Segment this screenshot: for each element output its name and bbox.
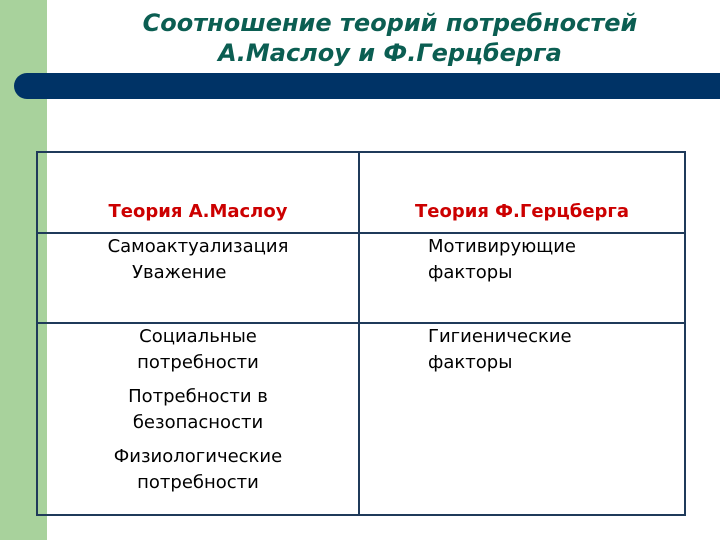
- cell-maslow-higher-needs: [37, 233, 359, 323]
- theories-comparison-table: [36, 151, 686, 516]
- table-row: [37, 233, 685, 323]
- cell-text: Гигиенические: [428, 326, 572, 347]
- header-herzberg: Теория Ф.Герцберга: [359, 152, 685, 233]
- cell-text: потребности: [137, 352, 259, 373]
- cell-maslow-basic-needs: [37, 323, 359, 515]
- cell-text: безопасности: [132, 412, 264, 433]
- table-row: [37, 323, 685, 515]
- cell-text: потребности: [137, 472, 259, 493]
- cell-text: Физиологические: [113, 446, 283, 467]
- title-underline-bar: [14, 73, 720, 99]
- cell-text: факторы: [428, 262, 513, 283]
- cell-text: Мотивирующие: [428, 236, 576, 257]
- slide-title: [60, 8, 720, 68]
- table-header-row: [37, 152, 685, 233]
- cell-text: Социальные: [139, 326, 257, 347]
- cell-text: Самоактуализация: [107, 236, 289, 257]
- cell-text: Уважение: [132, 262, 227, 283]
- title-line-2: А.Маслоу и Ф.Герцберга: [218, 39, 562, 67]
- cell-herzberg-motivators: [359, 233, 685, 323]
- cell-herzberg-hygiene: [359, 323, 685, 515]
- title-line-1: Соотношение теорий потребностей: [142, 9, 638, 37]
- header-maslow: Теория А.Маслоу: [37, 152, 359, 233]
- cell-text: Потребности в: [128, 386, 268, 407]
- cell-text: факторы: [428, 352, 513, 373]
